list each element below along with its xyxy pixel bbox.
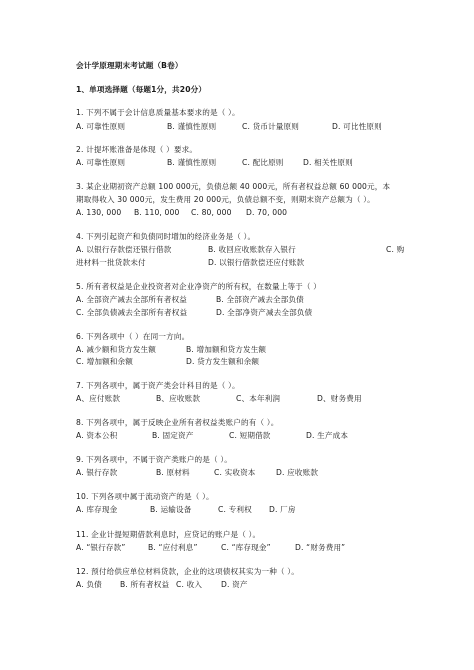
q8-option-d: D. 生产成本	[306, 431, 349, 440]
q7-option-a: A、应付账款	[76, 394, 121, 403]
q2-option-c: C. 配比原则	[242, 158, 284, 167]
q9-option-c: C. 实收资本	[214, 468, 256, 477]
q4-option-a: A. 以银行存款偿还银行借款	[76, 245, 172, 254]
q2-option-d: D. 相关性原则	[303, 158, 353, 167]
q5-option-c: C. 全部负债减去全部所有者权益	[76, 308, 188, 317]
q6-option-d: D. 贷方发生额和余额	[186, 357, 260, 366]
q3-option-c: C. 80, 000	[191, 208, 232, 217]
q3-option-b: B. 110, 000	[134, 208, 180, 217]
q11-option-a: A. “银行存款”	[76, 543, 126, 552]
q11-option-b: B. “应付利息”	[148, 543, 198, 552]
q2-option-a: A. 可靠性原则	[76, 158, 126, 167]
question-7-stem: 7. 下列各项中，属于资产类会计科目的是（ ）。	[76, 381, 240, 390]
question-4-stem: 4. 下列引起资产和负债同时增加的经济业务是（ ）。	[76, 232, 256, 241]
q4-option-c: C. 购	[386, 245, 405, 254]
q1-option-d: D. 可比性原则	[332, 122, 382, 131]
q7-option-b: B、应收账款	[156, 394, 201, 403]
q10-option-d: D. 厂房	[269, 505, 296, 514]
q3-option-d: D. 70, 000	[246, 208, 288, 217]
q4-option-b: B. 收回应收账款存入银行	[208, 245, 296, 254]
q4-option-c-continued: 进材料一批货款未付	[76, 258, 146, 267]
question-11-stem: 11. 企业计提短期借款利息时，应贷记的账户是（ ）。	[76, 530, 261, 539]
q8-option-c: C. 短期借款	[229, 431, 271, 440]
q9-option-b: B. 原材料	[156, 468, 190, 477]
q6-option-b: B. 增加额和贷方发生额	[186, 345, 267, 354]
q6-option-c: C. 增加额和余额	[76, 357, 134, 366]
q8-option-b: B. 固定资产	[152, 431, 194, 440]
question-9-stem: 9. 下列各项中，不属于资产类账户的是（ ）。	[76, 455, 233, 464]
question-1-stem: 1. 下列不属于会计信息质量基本要求的是（ ）。	[76, 108, 240, 117]
q9-option-d: D. 应收账款	[276, 468, 319, 477]
question-10-stem: 10. 下列各项中属于流动资产的是（ ）。	[76, 492, 214, 501]
q5-option-b: B. 全部资产减去全部负债	[216, 295, 304, 304]
q10-option-c: C. 专利权	[218, 505, 252, 514]
q5-option-d: D. 全部净资产减去全部负债	[216, 308, 313, 317]
q6-option-a: A. 减少额和货方发生额	[76, 345, 157, 354]
q5-option-a: A. 全部资产减去全部所有者权益	[76, 295, 188, 304]
q4-option-d: D. 以银行借款偿还应付账款	[208, 258, 305, 267]
question-3-stem: 3. 某企业期初资产总额 100 000元，负债总额 40 000元，所有者权益总额 60 000元，本	[76, 182, 391, 191]
q1-option-c: C. 货币计量原则	[242, 122, 300, 131]
section-heading: 1、单项选择题（每题1分，共20分）	[76, 85, 207, 94]
question-6-stem: 6. 下列各项中（ ）在同一方向。	[76, 332, 190, 341]
q12-option-c: C. 收入	[176, 580, 203, 589]
q10-option-b: B. 运输设备	[150, 505, 192, 514]
q9-option-a: A. 银行存款	[76, 468, 118, 477]
q1-option-b: B. 谨慎性原则	[167, 122, 217, 131]
q3-option-a: A. 130, 000	[76, 208, 122, 217]
document-title: 会计学原理期末考试题（B卷）	[76, 61, 183, 70]
q8-option-a: A. 资本公积	[76, 431, 118, 440]
question-5-stem: 5. 所有者权益是企业投资者对企业净资产的所有权，在数量上等于（ ）	[76, 282, 321, 291]
q7-option-d: D、财务费用	[317, 394, 362, 403]
q2-option-b: B. 谨慎性原则	[167, 158, 217, 167]
question-12-stem: 12. 预付给供应单位材料货款，企业的这项债权其实为一种（ ）。	[76, 567, 299, 576]
q10-option-a: A. 库存现金	[76, 505, 118, 514]
q1-option-a: A. 可靠性原则	[76, 122, 126, 131]
q7-option-c: C、本年利润	[236, 394, 281, 403]
q11-option-d: D. “财务费用”	[295, 543, 346, 552]
q12-option-a: A. 负债	[76, 580, 102, 589]
q12-option-b: B. 所有者权益	[120, 580, 170, 589]
q12-option-d: D. 资产	[221, 580, 248, 589]
question-2-stem: 2. 计提坏账准备是体现（ ）要求。	[76, 145, 198, 154]
question-3-stem-continued: 期取得收入 30 000元，发生费用 20 000元，负债总额不变，则期末资产总额为（ ）。	[76, 195, 375, 204]
question-8-stem: 8. 下列各项中，属于反映企业所有者权益类账户的有（ ）。	[76, 418, 279, 427]
q11-option-c: C. “库存现金”	[221, 543, 271, 552]
